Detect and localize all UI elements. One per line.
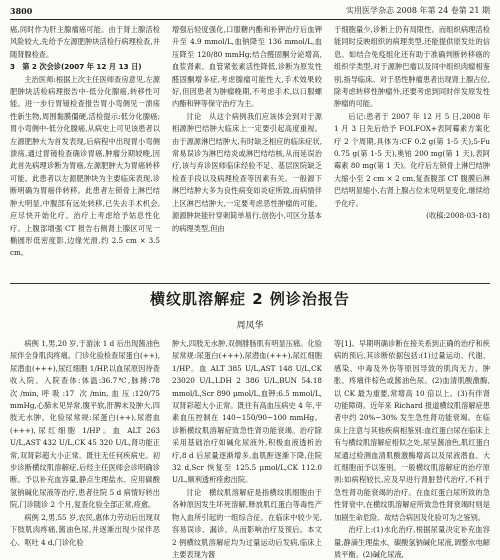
case-1-paragraph: 病例 1,男,20 岁,于游泳 1 d 后出现酱油色尿伴全身肌肉疼痛。门诊化验检查尿蛋白(++),尿潜血(+++),尿红细胞 1/HP,以血尿原因待查收入院。入院查体:体温:36.7℃,脉搏:78 次/min,呼吸:17 次/min,血压:120/75 mmHg,心肺未见异常,腹平软,肝脾未及肿大,四肢无水肿。化验尿常规:尿蛋白(++),尿潜血(+++),尿红细胞 1/HP。血 ALT 263 U/L,AST 432 U/L,CK 45 320 U/L,肾功能正常,双肾彩超大小正常。既往无任何疾病史。初步诊断横纹肌溶解症,后经主任医师会诊明确诊断。予以补充血容量,静点生理盐水、应用碳酸氢钠碱化尿液等治疗,患者住院 5 d 病情好转出院,门诊随诊 2 个月,复查化验全部正常,痊愈。 (10, 339, 160, 510)
paragraph: 等[1]。早期明确诊断在接关系到正确的治疗和疾病的预后,其诊断依据包括:(1)过量运动、代谢、感染、中毒及外伤等原因导致的肌肉无力、肿胀、疼痛伴棕色或酱油色尿。(2)血清肌酸激酶,以 CK 最为重要,常增高 10 倍以上。(3)有伴肾功能障碍。近年来 Richard 报道横纹肌溶解症患者中约 20%~30% 发生急性肾功能衰竭。在临床上注意与其他疾病相鉴别:血红蛋白尿在临床上有与横纹肌溶解症相似之处,尿呈酱油色,肌红蛋白尿通过检测血清肌酸激酶增高以及尿液潜血、大红细胞而予以鉴别。一般横纹肌溶解症的治疗原则:如病程较长,应及早进行肾脏替代治疗,不利于急性肾功能衰竭的治疗。在血红蛋白尿所致的急性肾衰中,在横纹肌溶解症所致急性肾衰竭时则是加剧生命危险。故结合病因及化验可为之鉴别。 (334, 339, 490, 522)
journal-title: 实用医学杂志 2008 年第 24 卷第 21 期 (346, 6, 490, 15)
paragraph: 肿大,四肢无水肿,双侧腓肠肌有明显压痛。化验尿常规:尿蛋白(+++),尿潜血(+++),尿红细胞 1/HP。血 ALT 385 U/L,AST 148 U/L,CK 23020 U/L,LDH 2 386 U/L,BUN 54.18 mmol/L,Scr 890 μmol/L,血钾:6.5 mmol/L,双肾彩超大小正常。既往有高血压病史 4 年,平素血压控制在 140~150/90~100 mmHg。诊断横纹肌溶解症致急性肾功能衰竭。治疗除采用基础治疗如碱化尿液外,积极血液透析治疗,8 d 后尿量逐渐增多,血肌酐逐渐下降,住院 32 d,Scr 恢复至 125.5 μmol/L,CK 112.0 U/L,顺利透析痊愈出院。 (172, 339, 322, 485)
bottom-column-2 (172, 338, 322, 558)
page-number: 3800 (10, 6, 33, 16)
top-column-2 (172, 24, 322, 280)
article-divider (10, 283, 490, 284)
paragraph: 癌,同时作为肝主腺瘤癌可能。由于肾上腺活检风险较大,先给予左源肥肿块活检行病理检查,并随肾腺检查。 (10, 25, 160, 59)
top-column-1 (10, 24, 160, 280)
page-header (10, 4, 490, 18)
treatment-paragraph: 治疗上:(1)水化治疗,根据尿量决定补充血容量,静滴生理盐水、碳酸氢钠碱化尿液,调整水电解质平衡。(2)碱化尿液, (334, 525, 490, 558)
bottom-column-1 (10, 338, 160, 558)
top-column-3 (334, 24, 490, 280)
paragraph: 增强后轻度强化,口服糖内酯和补钾治疗后血钾升至 4.9 mmol/L,血钠降至 136 mmol/L,血压降至 120/80 mmHg;结合醛固酮分泌增高,血浆肾素、血管紧张素活性降低,诊断为原发性醛固酮增多症,考虑腺瘤可能性大,手术效果较好,但因患者为肿瘤晚期,不考虑手术,以口服螺内酯和钾等保守治疗为主。 (172, 25, 322, 109)
paragraph: 主治医师:根据上次主任医师查房意见,左源肥肿块活检病理报告中-低分化腺癌,转移性可能。进一步行胃镜检查报告胃小弯侧见一溃疡性新生物,周围黏膜僵硬,活检提示:低分化腺癌;胃小弯侧中-低分化腺癌,从病史上可见该患者以左源肥肿大为首发表现,后病程中出现胃小弯侧溃疡,通过胃镜检查确诊胃癌,肿瘤分期较晚,因此首先病理诊断为胃癌,左源肥肿大为胃癌转移可能。此患者以左源肥肿块为主要临床表现,诊断明确为胃癌伴转移。此患者左锁骨上淋巴结肿大明显,中腹部有远处转移,已失去手术机会,应尽快开始化疗。治疗上考虑给予姑息性化疗。上腹部增强 CT 报告右侧肾上腺区可见一椭圆形低密度影,边缘光滑,约 2.5 cm × 3.5 cm。 (10, 74, 160, 258)
postscript-paragraph: 后记:患者于 2007 年 12 月 5 日,2008 年 1 月 3 日先后给予 FOLFOX+表阿霉素方案化疗 2 个周期,具体为:CF 0.2 g(第 1-5 天),5-Fu 0.75 g(第 1-5 天),奥铂 200 mg(第 1 天),表阿霉素 80 mg(第 1 天)。化疗后左锁骨上淋巴结肿大缩小至 2 cm × 2 cm,复查腹部 CT 腹膜后淋巴结明显缩小,右肾上腺占位未见明显变化,继续给予化疗。 (334, 111, 490, 208)
header-rule (10, 19, 490, 20)
discussion-paragraph: 讨论 从这个病例我们应该体会到对于源相源肿巴结肿大临床上一定要引起高度重视。由于源源淋巴结肿大,有时缺乏相应的临床症状,常易误诊为淋巴结炎或淋巴结结核,从而延误治疗,该与弃诊医师临床经验不足、基层医院缺乏检查手段以及病理检查等因素有关。一般源下淋巴结肿大多为良性病变如炎症所致,而病情伴上区淋巴结肿大,一定要考虑恶性肿瘤的可能。源源肿块能针穿刺简单易行,创伤小,可区分基本的病理类型,但由 (172, 111, 322, 233)
paragraph: 于细胞量少,诊断上仍有局限性。而组织病理活检能同时反映组织的病理类型,还能提供原发灶的信息。如结合免疫组化还有助于准确判断转移癌的组织学类型,对于源肿巴瘤以及同中组织肉瘤相鉴别,指导临床。对于恶性肿瘤患者出现肾上腺占位,除考虑转移性肿瘤外,还要考虑到同时伴发原发性肿瘤的可能。 (334, 25, 490, 109)
article-title: 横纹肌溶解症 2 例诊治报告 (150, 290, 350, 308)
article-author: 周凤华 (236, 321, 264, 331)
discussion-paragraph: 讨论 横纹肌溶解症是指横纹肌细胞由于各种原因发生坏死溶解,释放肌红蛋白等毒性产物入血所引起的一组综合征。在临床中较少见,容易误诊、漏诊。从而影响治疗及预后。本文 2 例横纹肌溶解症均为过量运动后发病,临床上主要表现为酱 (172, 487, 322, 558)
bottom-column-3 (334, 338, 490, 558)
received-date: (收稿:2008-03-18) (426, 211, 490, 221)
section-heading: 3 第 2 次会诊(2007 年 12 月 13 日) (10, 62, 142, 72)
case-2-paragraph: 病例 2,男,55 岁,农民,惠体力劳动后出现双下肢肌肉疼痛,酱油色尿,并逐渐出现少尿伴恶心、呕吐 4 d,门诊化验 (10, 512, 160, 547)
